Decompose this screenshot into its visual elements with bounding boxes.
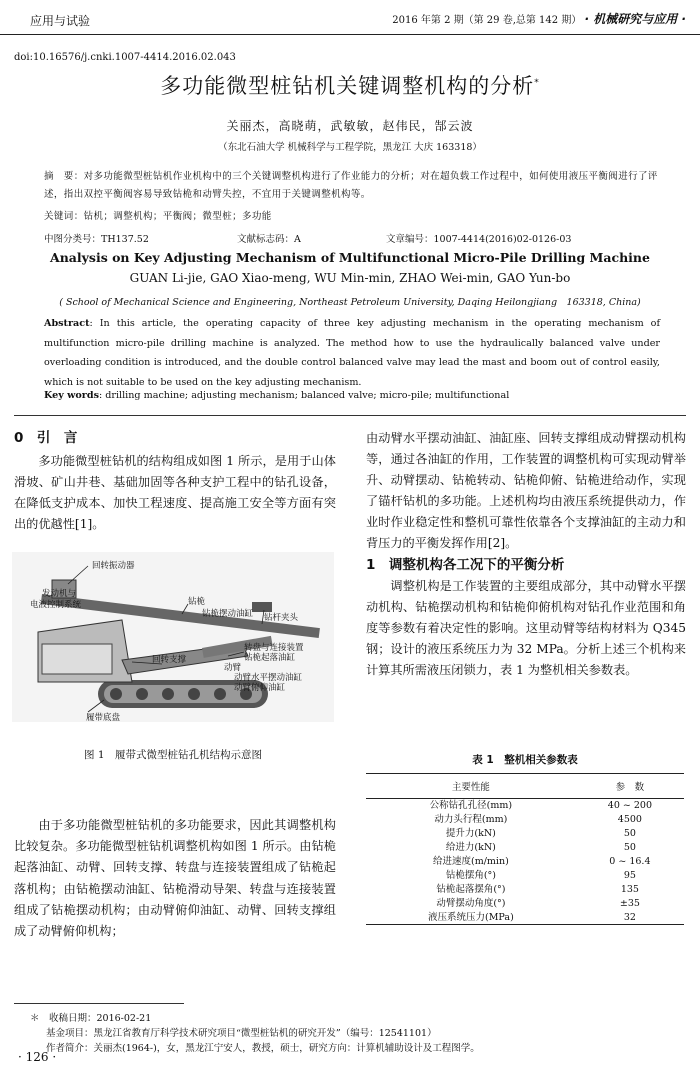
table-cell: 提升力(kN) xyxy=(445,828,496,840)
table-cell: 95 xyxy=(623,869,636,881)
table-row xyxy=(366,910,684,924)
table-row xyxy=(366,896,684,910)
table-cell: 40 ~ 200 xyxy=(607,800,653,812)
table-cell: 液压系统压力(MPa) xyxy=(366,910,576,924)
keywords-en: Key words: drilling machine; adjusting mechanism; balanced valve; micro-pile; multifunctional xyxy=(44,390,510,401)
label-boom-swing: 动臂水平摆动油缸 xyxy=(234,673,303,683)
abstract-en-label: Abstract xyxy=(44,318,90,329)
paper-title: 多功能微型桩钻机关键调整机构的分析* xyxy=(160,74,540,98)
label-mast-lift: 钻桅起落油缸 xyxy=(244,653,296,663)
table-row xyxy=(366,841,684,855)
left-column-bottom xyxy=(14,815,336,942)
clc-number: 中图分类号：TH137.52 xyxy=(44,234,149,245)
authors: 关丽杰，高晓萌，武敏敏，赵伟民，郜云波 xyxy=(226,119,474,133)
section-1-heading: 1 调整机构各工况下的平衡分析 xyxy=(366,557,565,573)
abstract-cn: 摘 要：对多功能微型桩钻机作业机构中的三个关键调整机构进行了作业能力的分析；对在超负载工作过程中，如何使用液压平衡阀进行了评述，指出双控平衡阀容易导致钻桅和动臂失控，不宜用于关键调整机构等。 xyxy=(44,171,658,200)
table-row xyxy=(366,813,684,827)
table-cell: 给进力(kN) xyxy=(445,842,496,854)
affiliation-en: ( School of Mechanical Science and Engineering, Northeast Petroleum University, Daqing Heilongjiang 163318, China) xyxy=(59,297,641,308)
footnote-author-bio: 作者简介：关丽杰(1964-)，女，黑龙江宁安人，教授，硕士，研究方向：计算机辅助设计及工程图学。 xyxy=(46,1043,480,1054)
drilling-machine-diagram xyxy=(12,552,334,722)
page-number: · 126 · xyxy=(18,1050,57,1064)
table-cell: ±35 xyxy=(619,897,640,909)
label-crawler: 履带底盘 xyxy=(86,713,121,722)
table-row xyxy=(366,868,684,882)
label-rod-clamp: 钻杆夹头 xyxy=(264,613,299,623)
table-cell: 135 xyxy=(620,883,639,895)
footnote-fund: 基金项目：黑龙江省教育厅科学技术研究项目“微型桩钻机的研究开发”（编号：12541101） xyxy=(46,1028,437,1039)
label-mast: 钻桅 xyxy=(188,597,206,607)
label-boom: 动臂 xyxy=(224,663,242,673)
right-column xyxy=(366,428,686,681)
table-cell: 4500 xyxy=(617,814,642,826)
table-cell: 0 ~ 16.4 xyxy=(609,856,651,867)
section-0-paragraph-2: 由于多功能微型桩钻机的多功能要求，因此其调整机构比较复杂。多功能微型桩钻机调整机构如图 1 所示。由钻桅起落油缸、动臂、回转支撑、转盘与连接装置组成了钻桅起落机构；由钻桅摆动油缸、钻桅滑动导架、转盘与连接装置组成了钻桅摆动机构；由动臂俯仰油缸、动臂、回转支撑组成了动臂俯仰机构； xyxy=(14,818,336,939)
table-cell: 50 xyxy=(623,828,636,840)
document-code: 文献标志码：A xyxy=(237,234,301,245)
table-row xyxy=(366,799,684,813)
label-boom-pitch: 动臂俯仰油缸 xyxy=(234,683,286,693)
figure-1-caption: 图 1 履带式微型桩钻孔机结构示意图 xyxy=(83,749,263,761)
table-cell: 动臂摆动角度(°) xyxy=(436,897,506,909)
label-rotary-support: 回转支撑 xyxy=(152,655,187,665)
header-rule xyxy=(0,34,700,35)
label-turntable: 转盘与连接装置 xyxy=(244,643,304,653)
table-1 xyxy=(366,773,684,925)
authors-en: GUAN Li-jie, GAO Xiao-meng, WU Min-min, ZHAO Wei-min, GAO Yun-bo xyxy=(129,271,571,285)
section-0-paragraph-1: 多功能微型桩钻机的结构组成如图 1 所示，是用于山体滑坡、矿山井巷、基础加固等各种支护工程中的钻孔设备，在降低支护成本、加快工程速度、提高施工安全等方面有突出的优越性[1]。 xyxy=(14,454,336,531)
figure-1 xyxy=(12,552,334,722)
table-1-title: 表 1 整机相关参数表 xyxy=(472,754,578,766)
doi: doi:10.16576/j.cnki.1007-4414.2016.02.043 xyxy=(14,52,236,63)
table-cell: 给进速度(m/min) xyxy=(433,856,509,867)
table-header: 参 数 xyxy=(576,774,684,799)
table-row xyxy=(366,882,684,896)
table-cell: 公称钻孔孔径(mm) xyxy=(429,800,513,812)
table-cell: 32 xyxy=(576,910,684,924)
table-cell: 动力头行程(mm) xyxy=(434,814,508,826)
affiliation: （东北石油大学 机械科学与工程学院，黑龙江 大庆 163318） xyxy=(218,142,482,153)
abstract-rule xyxy=(14,415,686,416)
table-cell: 钻桅起落摆角(°) xyxy=(436,883,506,895)
abstract-en: Abstract: In this article, the operating capacity of three key adjusting mechanism in the operating mechanism of multifunction micro-pile drilling machine is analyzed. The method how to use the hydraulically balanced valve under overloading condition is introduced, and the double control balanced valve may lead the mast and boom out of control easily, which is not suitable to be used on the key adjusting mechanism. xyxy=(44,318,660,388)
footnote-rule xyxy=(14,1003,184,1004)
table-row xyxy=(366,855,684,869)
left-column-top xyxy=(14,428,336,535)
table-cell: 钻桅摆角(°) xyxy=(445,869,496,881)
footnote-received: ＊ 收稿日期：2016-02-21 xyxy=(30,1013,152,1024)
label-control: 电液控制系统 xyxy=(30,600,82,610)
article-number: 文章编号：1007-4414(2016)02-0126-03 xyxy=(386,234,572,245)
keywords-en-label: Key words xyxy=(44,390,99,401)
title-en: Analysis on Key Adjusting Mechanism of Multifunctional Micro-Pile Drilling Machine xyxy=(50,250,650,265)
running-header-journal xyxy=(392,10,686,27)
journal-name: · 机械研究与应用 · xyxy=(584,12,686,26)
keywords-cn: 关键词：钻机；调整机构；平衡阀；微型桩；多功能 xyxy=(44,211,272,222)
section-1-paragraph-1: 调整机构是工作装置的主要组成部分，其中动臂水平摆动机构、钻桅摆动机构和钻桅仰俯机构对钻孔作业范围和角度等参数有着决定性的影响。这里动臂等结构材料为 Q345 钢；设计的液压系统压力为 32 MPa。分析上述三个机构来计算其所需液压闭锁力，表 1 为整机相关参数表。 xyxy=(366,579,686,677)
table-cell: 50 xyxy=(623,842,636,854)
table-header-row xyxy=(366,774,684,799)
label-swing-oscillator: 回转振动器 xyxy=(92,561,135,571)
running-header-section: 应用与试验 xyxy=(30,14,91,28)
label-engine: 发动机与 xyxy=(42,589,77,599)
table-row xyxy=(366,827,684,841)
title-footnote-mark: * xyxy=(534,78,540,88)
right-paragraph-1: 由动臂水平摆动油缸、油缸座、回转支撑组成动臂摆动机构等，通过各油缸的作用，工作装置的调整机构可实现动臂举升、动臂摆动、钻桅转动、钻桅仰俯、钻桅进给动作，实现了锚杆钻机的多功能。上述机构均由液压系统提供动力，作业时作业稳定性和整机可靠性依靠各个支撑油缸的主动力和背压力的平衡发挥作用[2]。 xyxy=(366,431,686,550)
issue-info: 2016 年第 2 期（第 29 卷,总第 142 期） xyxy=(392,15,582,26)
label-mast-cylinder: 钻桅摆动油缸 xyxy=(202,609,254,619)
table-header: 主要性能 xyxy=(366,774,576,799)
section-0-heading: 0 引 言 xyxy=(14,430,78,446)
